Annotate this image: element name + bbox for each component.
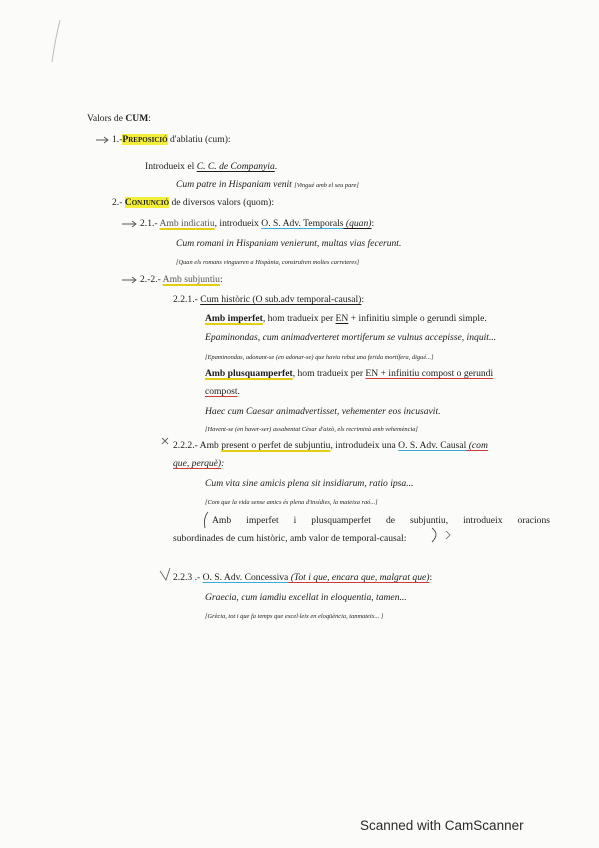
section-2-2-3-example: Graecia, cum iamdiu excellat in eloquentia, tamen...	[205, 592, 407, 603]
section-2-2-1-imperfet-translation: [Epaminondas, adonant-se (en adonar-se) que havia rebut una ferida mortífera, digué...]	[205, 354, 434, 361]
section-2-2-1-plusquamperfet: Amb plusquamperfet, hom tradueix per EN + infinitiu compost o gerundi	[205, 368, 494, 379]
scanner-watermark: Scanned with CamScanner	[360, 818, 524, 833]
section-2-heading: 2.- Conjunció de diversos valors (quom):	[112, 197, 275, 208]
section-2-2-heading: 2.-2.- Amb subjuntiu:	[140, 274, 223, 285]
section-2-2-3-translation: [Grècia, tot i que fa temps que excel·leix en eloqüència, tanmateix... ]	[205, 613, 384, 620]
section-2-1-heading: 2.1.- Amb indicatiu, introdueix O. S. Adv. Temporals (quan):	[140, 218, 375, 229]
section-2-2-1-heading: 2.2.1.- Cum històric (O sub.adv temporal-causal):	[173, 294, 365, 305]
section-2-2-2-note-line-2: subordinades de cum històric, amb valor de temporal-causal:	[173, 533, 407, 544]
section-2-2-2-heading-cont: que, perquè):	[173, 458, 225, 469]
section-2-2-2-note-line-1: Amb imperfet i plusquamperfet de subjuntiu, introdueix oracions	[212, 515, 550, 526]
section-1-example: Cum patre in Hispaniam venit [Vingué amb el seu pare]	[176, 179, 359, 190]
section-2-1-translation: [Quan els romans vingueren a Hispània, construïren moltes carreteres]	[176, 259, 360, 266]
section-2-2-1-plusquamperfet-example: Haec cum Caesar animadvertisset, vehementer eos incusavit.	[205, 406, 441, 417]
section-2-2-3-heading: 2.2.3 .- O. S. Adv. Concessiva (Tot i que, encara que, malgrat que):	[173, 572, 433, 583]
section-2-2-2-example: Cum vita sine amicis plena sit insidiarum, ratio ipsa...	[205, 478, 414, 489]
section-2-2-1-imperfet-example: Epaminondas, cum animadverteret mortiferum se vulnus accepisse, inquit...	[205, 332, 497, 343]
section-2-2-2-translation: [Com que la vida sense amics és plena d'insídies, la mateixa raó...]	[205, 499, 378, 506]
section-1-intro: Introdueix el C. C. de Companyia.	[145, 161, 278, 172]
section-2-2-1-imperfet: Amb imperfet, hom tradueix per EN + infinitiu simple o gerundi simple.	[205, 313, 487, 324]
section-2-2-2-heading: 2.2.2.- Amb present o perfet de subjuntiu, introdudeix una O. S. Adv. Causal (com	[173, 440, 488, 451]
doc-title: Valors de CUM:	[87, 113, 151, 124]
section-1-heading: 1.-Preposició d'ablatiu (cum):	[112, 134, 231, 145]
section-2-2-1-plusquamperfet-cont: compost.	[205, 386, 240, 397]
section-2-1-example: Cum romani in Hispaniam venierunt, multas vias fecerunt.	[176, 238, 402, 249]
section-2-2-1-plusquamperfet-translation: [Havent-se (en haver-ser) assabentat Cèsar d'això, els recriminà amb vehemència]	[205, 426, 418, 433]
